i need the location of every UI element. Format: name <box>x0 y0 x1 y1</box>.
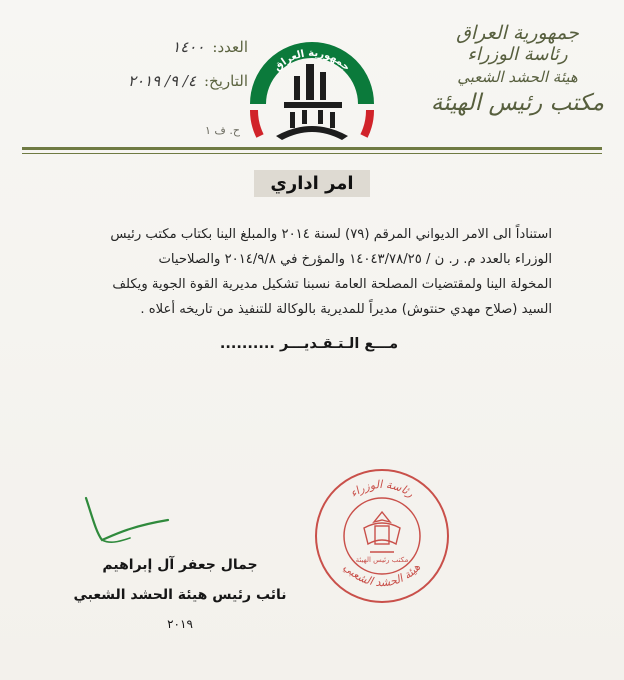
signatory-name: جمال جعفر آل إبراهيم <box>102 557 258 573</box>
body-line: المخولة الينا ولمقتضيات المصلحة العامة نسبنا تشكيل مديرية القوة الجوية ويكلف <box>112 277 552 292</box>
letterhead-line-1: جمهورية العراق <box>456 22 579 44</box>
document-number-row <box>48 38 248 72</box>
letterhead-line-3: هيئة الحشد الشعبي <box>457 68 578 86</box>
closing-regards: مـــع الـتـقـديـــر .......... <box>219 336 399 352</box>
document-number-value: ١٤٠٠ <box>172 38 205 56</box>
logo-arc-text: جمهورية العراق <box>272 47 352 74</box>
document-date-label: التاريخ: <box>204 72 248 90</box>
pmf-logo <box>246 32 378 156</box>
signatory-title: نائب رئيس هيئة الحشد الشعبي <box>73 587 287 603</box>
body-line: السيد (صلاح مهدي حنتوش) مديراً للمديرية بالوكالة للتنفيذ من تاريخه أعلاه . <box>140 302 552 317</box>
official-stamp <box>312 466 452 606</box>
svg-text:هيئة الحشد الشعبي <box>341 561 423 590</box>
document-body <box>54 222 552 322</box>
handwritten-signature <box>72 494 182 554</box>
letterhead-line-4: مكتب رئيس الهيئة <box>430 90 605 116</box>
document-meta <box>48 38 248 106</box>
document-title <box>0 170 624 197</box>
body-line: الوزراء بالعدد م. ر. ن / ١٤٠٤٣/٧٨/٢٥ والمؤرخ في ٢٠١٤/٩/٨ والصلاحيات <box>158 252 552 267</box>
svg-text:رئاسة الوزراء <box>348 478 417 500</box>
header-rule <box>22 147 602 150</box>
header-rule-thin <box>22 153 602 154</box>
document-date-value: ٤/ ٩/ ٢٠١٩ <box>127 72 196 90</box>
reference-code: ح. ف ١ <box>205 124 240 137</box>
letterhead <box>425 22 610 118</box>
document-title-text: امر اداري <box>254 170 369 197</box>
signatory-block <box>60 550 300 638</box>
stamp-inner-text: مكتب رئيس الهيئة <box>355 556 409 564</box>
document-date-row <box>48 72 248 106</box>
body-line: استناداً الى الامر الديواني المرقم (٧٩) لسنة ٢٠١٤ والمبلغ الينا بكتاب مكتب رئيس <box>110 227 552 242</box>
document-number-label: العدد: <box>212 38 248 56</box>
stamp-top-text: رئاسة الوزراء <box>347 477 417 500</box>
signatory-year: ٢٠١٩ <box>167 617 193 631</box>
letterhead-line-2: رئاسة الوزراء <box>467 44 568 65</box>
stamp-bottom-text: هيئة الحشد الشعبي <box>340 560 424 590</box>
